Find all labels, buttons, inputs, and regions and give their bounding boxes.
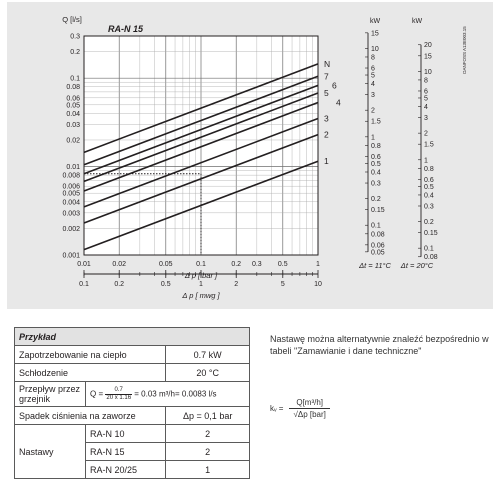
- formula-lhs: kᵥ =: [270, 404, 284, 413]
- x-tick-label: 0.5: [277, 261, 288, 268]
- heat-demand-label: Zapotrzebowanie na ciepło: [15, 346, 166, 364]
- formula-numerator: Q[m³/h]: [289, 398, 329, 409]
- mwg-tick-label: 0.1: [79, 281, 89, 288]
- kw-scale-20-tick-label: 1: [424, 157, 428, 165]
- y-tick-label: 0.003: [62, 210, 80, 218]
- y-tick-label: 0.2: [70, 49, 80, 57]
- y-tick-label: 0.006: [62, 183, 80, 191]
- kw-scale-11-tick-label: 8: [371, 54, 375, 62]
- flow-denominator: 20 x 1.16: [106, 394, 132, 401]
- table-row: [15, 364, 250, 382]
- settings-label: Nastawy: [15, 425, 86, 479]
- kw-scale-11-delta-label: Δt = 11°C: [359, 261, 391, 270]
- kw-scale-11-tick-label: 1.5: [371, 118, 381, 126]
- y-tick-label: 0.01: [66, 164, 80, 172]
- table-row: [15, 425, 250, 443]
- kw-scale-11-tick-label: 3: [371, 92, 375, 100]
- kw-scale-20-delta-label: Δt = 20°C: [400, 261, 434, 270]
- x-tick-label: 0.05: [158, 261, 173, 268]
- table-row: [15, 407, 250, 425]
- kv-formula: [270, 398, 330, 419]
- table-header-row: [15, 328, 250, 346]
- kw-scale-11-tick-label: 4: [371, 81, 375, 89]
- mwg-tick-label: 1: [199, 281, 203, 288]
- heat-demand-value: 0.7 kW: [166, 346, 250, 364]
- kw-scale-11-tick-label: 10: [371, 45, 379, 53]
- table-row: [15, 382, 250, 407]
- cooling-label: Schłodzenie: [15, 364, 166, 382]
- kw-scale-20-tick-label: 2: [424, 130, 428, 138]
- chart-panel: [7, 2, 493, 309]
- kw-scale-20-tick-label: 6: [424, 88, 428, 96]
- y-tick-label: 0.08: [66, 84, 80, 92]
- flow-result: = 0.03 m³/h= 0.0083 l/s: [134, 389, 217, 399]
- kw-scale-20-tick-label: 1.5: [424, 141, 434, 149]
- kw-scale-11-tick-label: 0.15: [371, 207, 385, 215]
- flow-numerator: 0.7: [105, 387, 132, 395]
- kw-scale-11-tick-label: 0.08: [371, 231, 385, 239]
- kw-scale-11-tick-label: 0.3: [371, 180, 381, 188]
- table-row: [15, 346, 250, 364]
- kw-scale-20-unit: kW: [411, 18, 423, 25]
- settings-value: 2: [166, 443, 250, 461]
- flow-label: Przepływ przez grzejnik: [15, 382, 86, 407]
- y-axis-label: Q [l/s]: [62, 15, 82, 24]
- series-label-4: 4: [336, 97, 341, 108]
- table-title: Przykład: [15, 328, 250, 346]
- kw-scale-11-tick-label: 1: [371, 134, 375, 142]
- kw-scale-11-tick-label: 0.5: [371, 160, 381, 168]
- kw-scale-11-tick-label: 6: [371, 65, 375, 73]
- series-label-1: 1: [324, 156, 329, 167]
- kw-scale-11-tick-label: 15: [371, 30, 379, 38]
- kw-scale-20-tick-label: 3: [424, 115, 428, 123]
- kw-scale-20-tick-label: 0.4: [424, 192, 434, 200]
- y-tick-label: 0.002: [62, 225, 80, 233]
- kw-scale-11-tick-label: 0.2: [371, 196, 381, 204]
- kw-scale-20-tick-label: 4: [424, 104, 428, 112]
- mwg-tick-label: 0.5: [160, 281, 171, 288]
- series-label-5: 5: [324, 87, 329, 98]
- flow-formula: [86, 382, 250, 407]
- cooling-value: 20 °C: [166, 364, 250, 382]
- chart-title: RA-N 15: [108, 24, 144, 34]
- mwg-tick-label: 5: [280, 281, 285, 288]
- y-tick-label: 0.04: [66, 110, 80, 118]
- danfoss-stamp: DANFOSS A13E003.15: [462, 26, 467, 74]
- pressure-label: Spadek ciśnienia na zaworze: [15, 407, 166, 425]
- settings-model: RA-N 20/25: [86, 461, 166, 479]
- y-tick-label: 0.06: [66, 95, 80, 103]
- x-tick-label: 0.01: [77, 261, 91, 268]
- y-tick-label: 0.005: [62, 190, 80, 198]
- kw-scale-20-tick-label: 0.15: [424, 230, 438, 238]
- x-tick-label: 0.3: [251, 261, 262, 268]
- y-tick-label: 0.3: [70, 33, 80, 41]
- y-tick-label: 0.1: [70, 75, 80, 83]
- y-tick-label: 0.008: [62, 172, 80, 180]
- mwg-axis-label: Δ p [ mwg ]: [182, 291, 220, 300]
- mwg-tick-label: 0.2: [114, 281, 125, 288]
- mwg-tick-label: 2: [234, 281, 239, 288]
- y-tick-label: 0.001: [62, 252, 80, 260]
- y-tick-label: 0.03: [66, 121, 80, 129]
- kw-scale-20-tick-label: 5: [424, 95, 428, 103]
- y-tick-label: 0.004: [62, 199, 80, 207]
- x-tick-label: 0.2: [231, 261, 242, 268]
- kw-scale-11-tick-label: 0.06: [371, 242, 385, 250]
- kw-scale-11-tick-label: 0.4: [371, 169, 381, 177]
- x-axis-label: Δ p [ bar ]: [184, 271, 218, 280]
- kw-scale-20-tick-label: 20: [424, 42, 432, 50]
- series-label-2: 2: [324, 129, 329, 140]
- pressure-value: Δp = 0,1 bar: [166, 407, 250, 425]
- formula-denominator: √Δp [bar]: [293, 410, 326, 419]
- flow-chart: [7, 2, 493, 309]
- x-tick-label: 0.1: [196, 261, 206, 268]
- formula-fraction: [289, 398, 329, 419]
- alternative-note: Nastawę można alternatywnie znaleźć bezpośrednio w tabeli "Zamawianie i dane techniczne": [270, 334, 489, 356]
- x-tick-label: 1: [316, 261, 320, 268]
- kw-scale-20-tick-label: 10: [424, 68, 432, 76]
- kw-scale-20-tick-label: 0.08: [424, 254, 438, 262]
- series-label-7: 7: [324, 71, 329, 82]
- kw-scale-11-tick-label: 0.6: [371, 153, 381, 161]
- y-tick-label: 0.02: [66, 137, 80, 145]
- kw-scale-11-tick-label: 5: [371, 72, 375, 80]
- kw-scale-11-tick-label: 0.1: [371, 222, 381, 230]
- kw-scale-20-tick-label: 0.3: [424, 203, 434, 211]
- kw-scale-20-tick-label: 0.1: [424, 245, 434, 253]
- kw-scale-20-tick-label: 8: [424, 77, 428, 85]
- kw-scale-20-tick-label: 15: [424, 53, 432, 61]
- settings-value: 2: [166, 425, 250, 443]
- kw-scale-11-unit: kW: [369, 18, 381, 25]
- kw-scale-11-tick-label: 0.05: [371, 249, 385, 257]
- settings-value: 1: [166, 461, 250, 479]
- example-table: [14, 327, 250, 479]
- x-tick-label: 0.02: [112, 261, 127, 268]
- kw-scale-20-tick-label: 0.8: [424, 165, 434, 173]
- settings-model: RA-N 10: [86, 425, 166, 443]
- kw-scale-20-tick-label: 0.6: [424, 176, 434, 184]
- kw-scale-11-tick-label: 2: [371, 107, 375, 115]
- mwg-tick-label: 10: [314, 281, 322, 288]
- flow-prefix: Q =: [90, 389, 104, 399]
- settings-model: RA-N 15: [86, 443, 166, 461]
- series-label-N: N: [324, 58, 331, 69]
- kw-scale-20-tick-label: 0.5: [424, 183, 434, 191]
- y-tick-label: 0.05: [66, 102, 80, 110]
- kw-scale-11-tick-label: 0.8: [371, 142, 381, 150]
- series-label-6: 6: [332, 80, 337, 91]
- flow-fraction: [105, 387, 132, 402]
- kw-scale-20-tick-label: 0.2: [424, 219, 434, 227]
- series-label-3: 3: [324, 113, 329, 124]
